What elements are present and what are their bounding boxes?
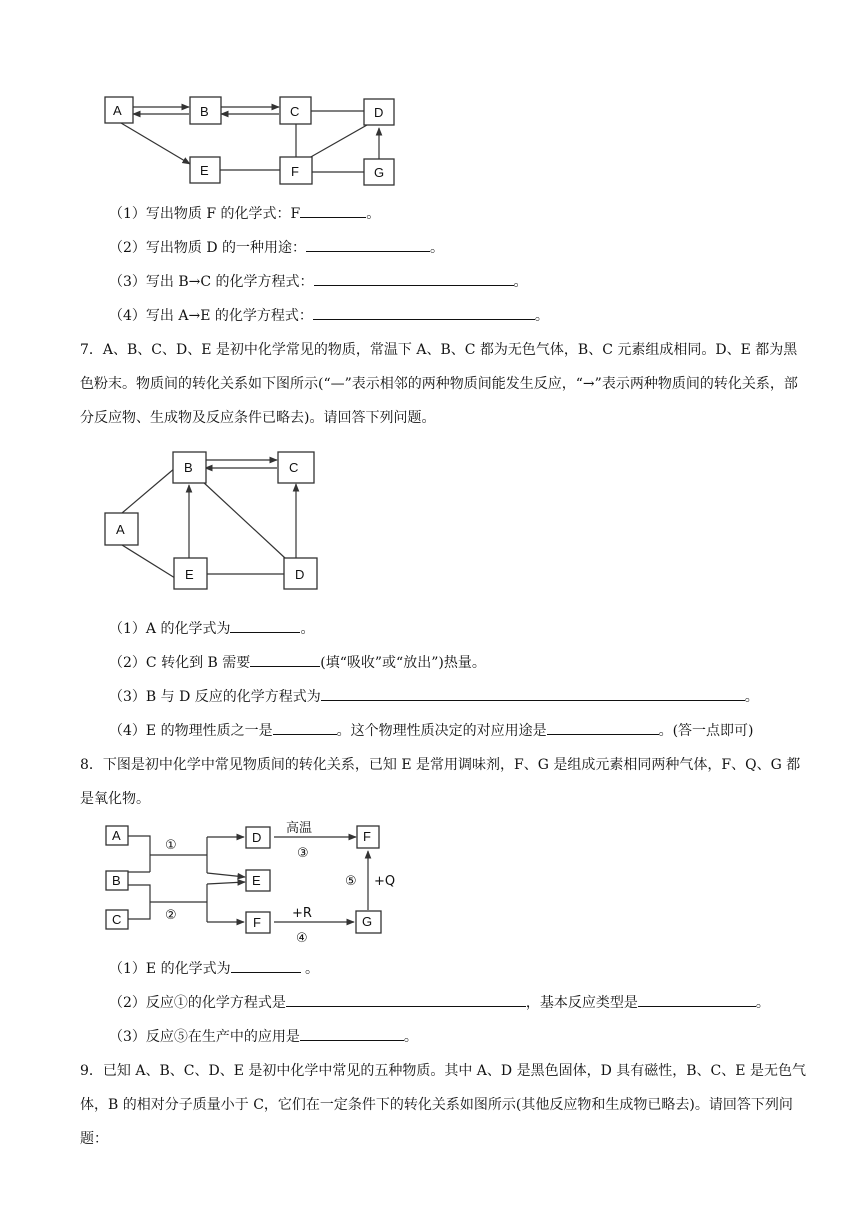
answer-blank[interactable] bbox=[231, 958, 301, 973]
q8-subquestion-1: （1）E 的化学式为 。 bbox=[109, 958, 319, 979]
transformation-diagram-2 bbox=[0, 440, 860, 600]
q6-subquestion-1: （1）写出物质 F 的化学式：F 。 bbox=[109, 203, 380, 224]
reaction-2-label: ② bbox=[165, 908, 177, 923]
q8-subquestion-2: （2）反应①的化学方程式是 ，基本反应类型是 。 bbox=[109, 992, 770, 1013]
answer-blank[interactable] bbox=[313, 305, 535, 320]
svg-text:B: B bbox=[184, 460, 193, 475]
q6-subquestion-2: （2）写出物质 D 的一种用途： 。 bbox=[109, 237, 444, 258]
node-b bbox=[106, 871, 128, 890]
transformation-diagram-3 bbox=[0, 815, 860, 945]
answer-blank[interactable] bbox=[321, 686, 745, 701]
edge-a-b bbox=[122, 468, 175, 513]
edge-a-e bbox=[122, 545, 175, 578]
svg-text:G: G bbox=[362, 914, 373, 929]
edge-to-e-1 bbox=[207, 873, 245, 877]
svg-text:F: F bbox=[253, 915, 261, 930]
q6-subquestion-3: （3）写出 B→C 的化学方程式： 。 bbox=[109, 271, 528, 292]
svg-text:E: E bbox=[200, 163, 209, 178]
node-b bbox=[190, 97, 221, 124]
question-8-stem: 8．下图是初中化学中常见物质间的转化关系，已知 E 是常用调味剂，F、G 是组成元素相同两种气体，F、Q、G 都是氧化物。 bbox=[80, 757, 801, 807]
answer-blank[interactable] bbox=[314, 271, 514, 286]
node-c bbox=[278, 452, 314, 483]
node-b bbox=[173, 452, 206, 483]
connector-a bbox=[128, 836, 150, 872]
reagent-q-label: +Q bbox=[374, 874, 396, 889]
condition-high-temp: 高温 bbox=[286, 821, 313, 836]
svg-text:A: A bbox=[113, 103, 122, 118]
edge-to-e-2 bbox=[207, 882, 245, 884]
svg-text:D: D bbox=[295, 567, 305, 582]
svg-text:B: B bbox=[112, 873, 121, 888]
svg-text:D: D bbox=[252, 830, 262, 845]
svg-text:A: A bbox=[116, 522, 125, 537]
answer-blank[interactable] bbox=[547, 720, 659, 735]
reaction-4-label: ④ bbox=[296, 931, 308, 946]
answer-blank[interactable] bbox=[250, 652, 320, 667]
svg-text:F: F bbox=[363, 829, 371, 844]
svg-text:C: C bbox=[112, 912, 122, 927]
q7-subquestion-4: （4）E 的物理性质之一是 。这个物理性质决定的对应用途是 。(答一点即可) bbox=[109, 720, 754, 741]
node-e bbox=[190, 157, 220, 183]
answer-blank[interactable] bbox=[230, 618, 300, 633]
node-d bbox=[246, 827, 270, 848]
node-e bbox=[246, 870, 270, 891]
node-c bbox=[106, 910, 128, 929]
node-d bbox=[364, 99, 394, 125]
question-7-stem: 7．A、B、C、D、E 是初中化学常见的物质，常温下 A、B、C 都为无色气体，B、C 元素组成相同。D、E 都为黑色粉末。物质间的转化关系如下图所示(“—”表示相邻的两种物质间能发生反应，“→”表示两种物质间的转化关系，部分反应物、生成物及反应条件已略去)。请回答下列问题。 bbox=[80, 342, 798, 426]
edge-b-d bbox=[202, 481, 285, 558]
answer-blank[interactable] bbox=[638, 992, 756, 1007]
node-e bbox=[174, 558, 207, 589]
svg-text:A: A bbox=[112, 828, 121, 843]
svg-text:G: G bbox=[374, 165, 385, 180]
node-a bbox=[105, 97, 133, 123]
svg-text:C: C bbox=[290, 104, 300, 119]
svg-text:E: E bbox=[252, 873, 261, 888]
q6-subquestion-4: （4）写出 A→E 的化学方程式： 。 bbox=[109, 305, 549, 326]
answer-blank[interactable] bbox=[306, 237, 430, 252]
reagent-r-label: +R bbox=[292, 906, 312, 921]
svg-text:E: E bbox=[185, 567, 194, 582]
reaction-3-label: ③ bbox=[297, 846, 309, 861]
edge-a-e bbox=[121, 123, 190, 164]
svg-text:D: D bbox=[374, 105, 384, 120]
answer-blank[interactable] bbox=[273, 720, 337, 735]
reaction-5-label: ⑤ bbox=[345, 874, 357, 889]
node-c bbox=[280, 97, 311, 124]
svg-text:B: B bbox=[200, 104, 209, 119]
q7-subquestion-2: （2）C 转化到 B 需要 (填“吸收”或“放出”)热量。 bbox=[109, 652, 486, 673]
answer-blank[interactable] bbox=[300, 203, 366, 218]
q7-subquestion-3: （3）B 与 D 反应的化学方程式为 。 bbox=[109, 686, 759, 707]
svg-text:F: F bbox=[291, 164, 299, 179]
node-d bbox=[284, 558, 317, 589]
reaction-1-label: ① bbox=[165, 838, 177, 853]
transformation-diagram-1 bbox=[0, 0, 860, 200]
svg-text:C: C bbox=[289, 460, 299, 475]
connector-b-lower bbox=[128, 885, 150, 919]
node-f bbox=[280, 157, 312, 184]
answer-blank[interactable] bbox=[300, 1026, 404, 1041]
answer-blank[interactable] bbox=[286, 992, 526, 1007]
node-f bbox=[246, 912, 270, 933]
node-a bbox=[105, 513, 138, 545]
node-g bbox=[356, 911, 381, 933]
node-f-top bbox=[357, 826, 379, 848]
q8-subquestion-3: （3）反应⑤在生产中的应用是 。 bbox=[109, 1026, 418, 1047]
edge-f-d bbox=[309, 125, 367, 158]
node-g bbox=[364, 159, 394, 185]
q7-subquestion-1: （1）A 的化学式为 。 bbox=[109, 618, 314, 639]
question-9-stem: 9．已知 A、B、C、D、E 是初中化学中常见的五种物质。其中 A、D 是黑色固体，D 具有磁性，B、C、E 是无色气体，B 的相对分子质量小于 C，它们在一定条件下的转化关系如图所示(其他反应物和生成物已略去)。请回答下列问题： bbox=[80, 1063, 806, 1147]
node-a bbox=[106, 826, 128, 845]
